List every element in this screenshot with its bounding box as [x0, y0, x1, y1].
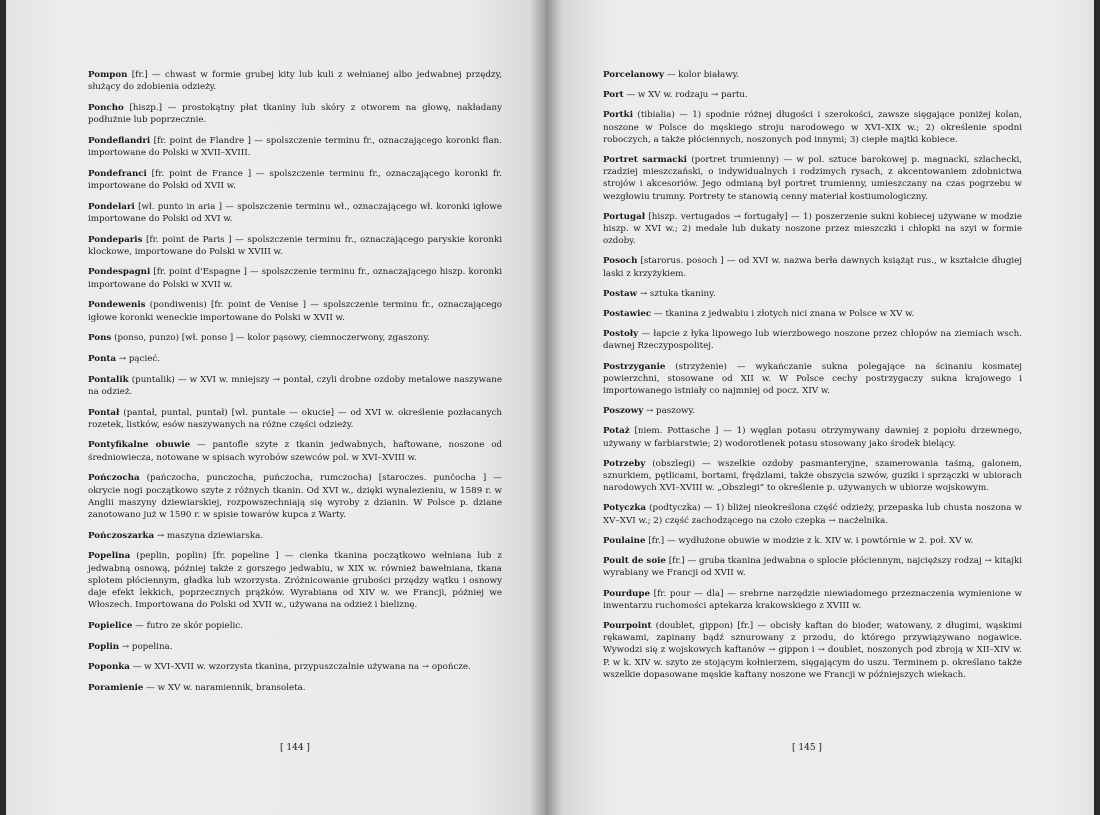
- left-entries: [88, 69, 502, 694]
- entry-headword: Pourpoint: [603, 620, 652, 631]
- dictionary-entry: [603, 255, 1022, 279]
- entry-definition: [fr. point d'Espagne ] — spolszczenie terminu fr., oznaczającego hiszp. koronki importowane do Polski w XVII w.: [88, 267, 502, 290]
- left-page: [6, 0, 546, 815]
- dictionary-entry: [88, 234, 502, 258]
- entry-definition: → popelina.: [119, 641, 173, 652]
- entry-definition: (pantał, puntal, puntał) [wł. puntale — okucie] — od XVI w. określenie pozłacanych rozetek, listków, esów naszywanych na różne części odzieży.: [88, 407, 502, 430]
- entry-headword: Poplin: [88, 641, 120, 652]
- dictionary-entry: [603, 555, 1022, 579]
- dictionary-entry: [88, 472, 502, 521]
- entry-headword: Potyczka: [603, 503, 647, 514]
- entry-definition: (podtyczka) — 1) bliżej nieokreślona część odzieży, przepaska lub chusta noszona w XV–XVI w.; 2) część zachodzącego na czoło czepka → nacżelnika.: [603, 503, 1022, 526]
- entry-definition: — kolor białawy.: [664, 70, 740, 80]
- entry-definition: [wł. punto in aria ] — spolszczenie terminu wł., oznaczającego wł. koronki igłowe importowane do Polski od XVI w.: [88, 201, 502, 224]
- entry-definition: [fr. point de Paris ] — spolszczenie terminu fr., oznaczającego paryskie koronki klockowe, importowane do Polski w XVIII w.: [88, 234, 502, 257]
- entry-headword: Port: [603, 90, 624, 101]
- dictionary-entry: [88, 407, 502, 431]
- dictionary-entry: [603, 89, 1022, 101]
- entry-headword: Pondeparis: [88, 234, 143, 245]
- dictionary-entry: [88, 620, 502, 632]
- entry-definition: [fr. pour — dla] — srebrne narzędzie niewiadomego przeznaczenia wymienione w inwentarzu ruchomości aptekarza krakowskiego z XVIII w.: [603, 588, 1022, 611]
- dictionary-entry: [88, 102, 502, 126]
- entry-headword: Pontyfikalne obuwie: [88, 440, 191, 451]
- entry-definition: [niem. Pottasche ] — 1) węglan potasu otrzymywany dawniej z popiołu drzewnego, używany w farbiarstwie; 2) wodorotlenek potasu stosowany jako środek bielący.: [603, 426, 1022, 449]
- dictionary-entry: [88, 201, 502, 225]
- entry-definition: (obszlegi) — wszelkie ozdoby pasmanteryjne, szamerowania taśmą, galonem, sznurkiem, pętlicami, bortami, frędzlami, także obszycia szwów, guziki i sprzączki w ubiorach narodowych XVI–XVIII w. „Obszlegi” to określenie p. używanych w ubiorze wojskowym.: [603, 458, 1022, 494]
- dictionary-entry: [88, 374, 502, 398]
- entry-definition: — łapcie z łyka lipowego lub wierzbowego noszone przez chłopów na ziemiach wsch. dawnej Rzeczypospolitej.: [603, 329, 1022, 352]
- entry-definition: [starorus. posoch ] — od XVI w. nazwa berła dawnych książąt rus., w kształcie długiej laski z krzyżykiem.: [603, 256, 1022, 279]
- dictionary-entry: [88, 266, 502, 290]
- entry-headword: Posoch: [603, 256, 638, 267]
- entry-definition: → sztuka tkaniny.: [637, 288, 716, 299]
- entry-headword: Poult de soie: [603, 556, 666, 567]
- entry-headword: Pontał: [88, 407, 120, 418]
- right-page-number: [ 145 ]: [792, 743, 822, 753]
- dictionary-entry: [88, 332, 502, 344]
- entry-definition: [hiszp.] — prostokątny płat tkaniny lub skóry z otworem na głowę, nakładany podłużnie lub poprzecznie.: [88, 102, 502, 126]
- entry-headword: Pondewenis: [88, 300, 146, 311]
- dictionary-entry: [88, 550, 502, 611]
- entry-headword: Pons: [88, 333, 112, 344]
- entry-headword: Popelina: [88, 551, 131, 562]
- entry-headword: Pondeflandri: [88, 135, 151, 146]
- dictionary-entry: [88, 299, 502, 323]
- dictionary-entry: [88, 135, 502, 159]
- entry-definition: — pantofle szyte z tkanin jedwabnych, haftowane, noszone od średniowiecza, notowane w spisach wyrobów szewców pol. w XVI–XVIII w.: [88, 440, 502, 463]
- dictionary-entry: [603, 308, 1022, 320]
- entry-headword: Ponta: [88, 353, 117, 364]
- entry-headword: Pończocha: [88, 473, 140, 484]
- right-entries: [603, 69, 1022, 681]
- entry-definition: (strzyżenie) — wykańczanie sukna polegające na ścinaniu kosmatej powierzchni, stosowane od XII w. W Polsce cechy postrzygaczy sukna krajowego i importowanego istniały co najmniej od pocz. XIV w.: [603, 361, 1022, 397]
- left-page-number: [ 144 ]: [280, 743, 310, 753]
- entry-headword: Portugał: [603, 211, 646, 222]
- entry-headword: Portret sarmacki: [603, 155, 687, 166]
- entry-definition: (pańczocha, punczocha, puńczocha, rumczocha) [staroczes. punčocha ] — okrycie nogi początkowo szyte z różnych tkanin. Od XVI w., dzięki wynalezieniu, w 1589 r. w Anglii maszyny dziewiarskiej, rozpowszechniają się wyroby z dzianin. W Polsce p. dziane zanotowano już w 1590 r. w spisie towarów kupca z Warty.: [88, 473, 502, 520]
- entry-definition: [fr.] — gruba tkanina jedwabna o splocie płóciennym, najcięższy rodzaj → kitajki wyrabiany we Francji od XVII w.: [603, 556, 1022, 579]
- entry-definition: → pącieć.: [116, 353, 161, 364]
- entry-definition: (doublet, gippon) [fr.] — obcisły kaftan do bioder, watowany, z długimi, wąskimi rękawami, zapinany bądź sznurowany z przodu, do którego przywiązywano nogawice. Wywodzi się z wojskowych kaftanów → gippon i → doublet, noszonych pod zbroją w XII–XIV w. P. w k. XIV w. szyto ze stojącym kołnierzem, sięgającym do uszu. Terminem p. określano także wszelkie dopasowane męskie kaftany noszone we Francji w późniejszych wiekach.: [603, 620, 1022, 680]
- entry-headword: Poramienie: [88, 683, 144, 694]
- entry-headword: Postoły: [603, 329, 639, 340]
- dictionary-entry: [603, 361, 1022, 398]
- entry-definition: (pondiwenis) [fr. point de Venise ] — spolszczenie terminu fr., oznaczającego igłowe koronki weneckie importowane do Polski w XVII w.: [88, 300, 502, 323]
- dictionary-entry: [603, 211, 1022, 248]
- dictionary-entry: [603, 588, 1022, 612]
- dictionary-entry: [88, 641, 502, 653]
- dictionary-entry: [88, 69, 502, 93]
- dictionary-entry: [603, 458, 1022, 495]
- entry-definition: → maszyna dziewiarska.: [154, 530, 264, 541]
- dictionary-entry: [88, 353, 502, 365]
- entry-headword: Pończoszarka: [88, 530, 155, 541]
- dictionary-entry: [88, 661, 502, 673]
- entry-definition: (peplin, poplin) [fr. popeline ] — cienka tkanina początkowo wełniana lub z jedwabną osnową, później także z gorszego jedwabiu, w XIX w. również bawełniana, tkana splotem płóciennym, gładka lub wzorzysta. Zróżnicowanie grubości przędzy wątku i osnowy daje efekt lekkich, poprzecznych prążków. Wyrabiana od XIV w. we Francji, później we Włoszech. Importowana do Polski od XVII w., używana na odzież i bieliznę.: [88, 551, 502, 611]
- entry-definition: — w XVI–XVII w. wzorzysta tkanina, przypuszczalnie używana na → opończe.: [129, 662, 471, 673]
- entry-definition: — tkanina z jedwabiu i złotych nici znana w Polsce w XV w.: [651, 309, 915, 320]
- dictionary-entry: [603, 154, 1022, 203]
- entry-headword: Pompon: [88, 70, 128, 80]
- entry-headword: Postaw: [603, 288, 638, 299]
- entry-headword: Portki: [603, 110, 634, 121]
- right-page: [546, 0, 1094, 815]
- entry-definition: (puntalik) — w XVI w. mniejszy → pontał, czyli drobne ozdoby metalowe naszywane na odzież.: [88, 374, 502, 397]
- entry-headword: Poponka: [88, 662, 130, 673]
- entry-headword: Pondespagni: [88, 267, 151, 278]
- entry-headword: Pondelari: [88, 201, 135, 212]
- dictionary-entry: [603, 502, 1022, 526]
- dictionary-entry: [603, 425, 1022, 449]
- entry-definition: → paszowy.: [643, 406, 696, 417]
- entry-headword: Porcelanowy: [603, 70, 665, 80]
- entry-definition: [fr.] — chwast w formie grubej kity lub kuli z wełnianej albo jedwabnej przędzy, służący do zdobienia odzieży.: [88, 70, 502, 93]
- entry-headword: Postrzyganie: [603, 361, 666, 372]
- entry-headword: Poszowy: [603, 406, 644, 417]
- dictionary-entry: [603, 405, 1022, 417]
- entry-definition: — w XV w. rodzaju → partu.: [623, 90, 748, 101]
- entry-definition: (portret trumienny) — w pol. sztuce barokowej p. magnacki, szlachecki, rzadziej mieszczański, o indywidualnych i rodzimych rysach, z akcentowaniem zdobnictwa strojów i akcesoriów. Jego odmianą był portret trumienny, umieszczany na czas pogrzebu w wezgłowiu trumny. Portrety te stanowią cenny materiał kostiumologiczny.: [603, 155, 1022, 202]
- entry-definition: (tibialia) — 1) spodnie różnej długości i szerokości, zawsze sięgające poniżej kolan, noszone w Polsce do męskiego stroju narodowego w XVI–XIX w.; 2) określenie spodni roboczych, a także płóciennych, noszonych pod innymi; 3) ciepłe majtki kobiece.: [603, 110, 1022, 145]
- entry-headword: Pourdupe: [603, 588, 650, 599]
- entry-headword: Pondefranci: [88, 168, 147, 179]
- entry-definition: [fr. point de France ] — spolszczenie terminu fr., oznaczającego koronki fr. importowane do Polski od XVII w.: [88, 168, 502, 191]
- entry-headword: Potaż: [603, 426, 630, 437]
- entry-headword: Postawiec: [603, 309, 652, 320]
- entry-headword: Popielice: [88, 620, 133, 631]
- entry-definition: (ponso, punzo) [wł. ponso ] — kolor pąsowy, ciemnoczerwony, zgaszony.: [111, 333, 430, 344]
- dictionary-entry: [88, 682, 502, 694]
- dictionary-entry: [603, 288, 1022, 300]
- entry-definition: — futro ze skór popielic.: [132, 620, 243, 631]
- entry-definition: [fr. point de Flandre ] — spolszczenie terminu fr., oznaczającego koronki flan. importowane do Polski w XVII–XVIII.: [88, 135, 502, 159]
- entry-definition: [fr.] — wydłużone obuwie w modzie z k. XIV w. i powtórnie w 2. poł. XV w.: [645, 535, 974, 546]
- entry-headword: Pontalik: [88, 374, 129, 385]
- entry-definition: [hiszp. vertugados → fortugały] — 1) poszerzenie sukni kobiecej używane w modzie hiszp. w XVI w.; 2) medale lub dukaty noszone przez mieszczki i chłopki na szyi w formie ozdoby.: [603, 211, 1022, 247]
- entry-definition: — w XV w. naramiennik, bransoleta.: [143, 683, 306, 694]
- entry-headword: Poncho: [88, 102, 124, 113]
- dictionary-entry: [603, 109, 1022, 146]
- dictionary-entry: [603, 328, 1022, 352]
- entry-headword: Poulaine: [603, 535, 646, 546]
- entry-headword: Potrzeby: [603, 458, 646, 469]
- dictionary-entry: [88, 439, 502, 463]
- dictionary-entry: [603, 620, 1022, 681]
- dictionary-entry: [603, 535, 1022, 547]
- dictionary-entry: [603, 69, 1022, 81]
- dictionary-entry: [88, 530, 502, 542]
- dictionary-entry: [88, 168, 502, 192]
